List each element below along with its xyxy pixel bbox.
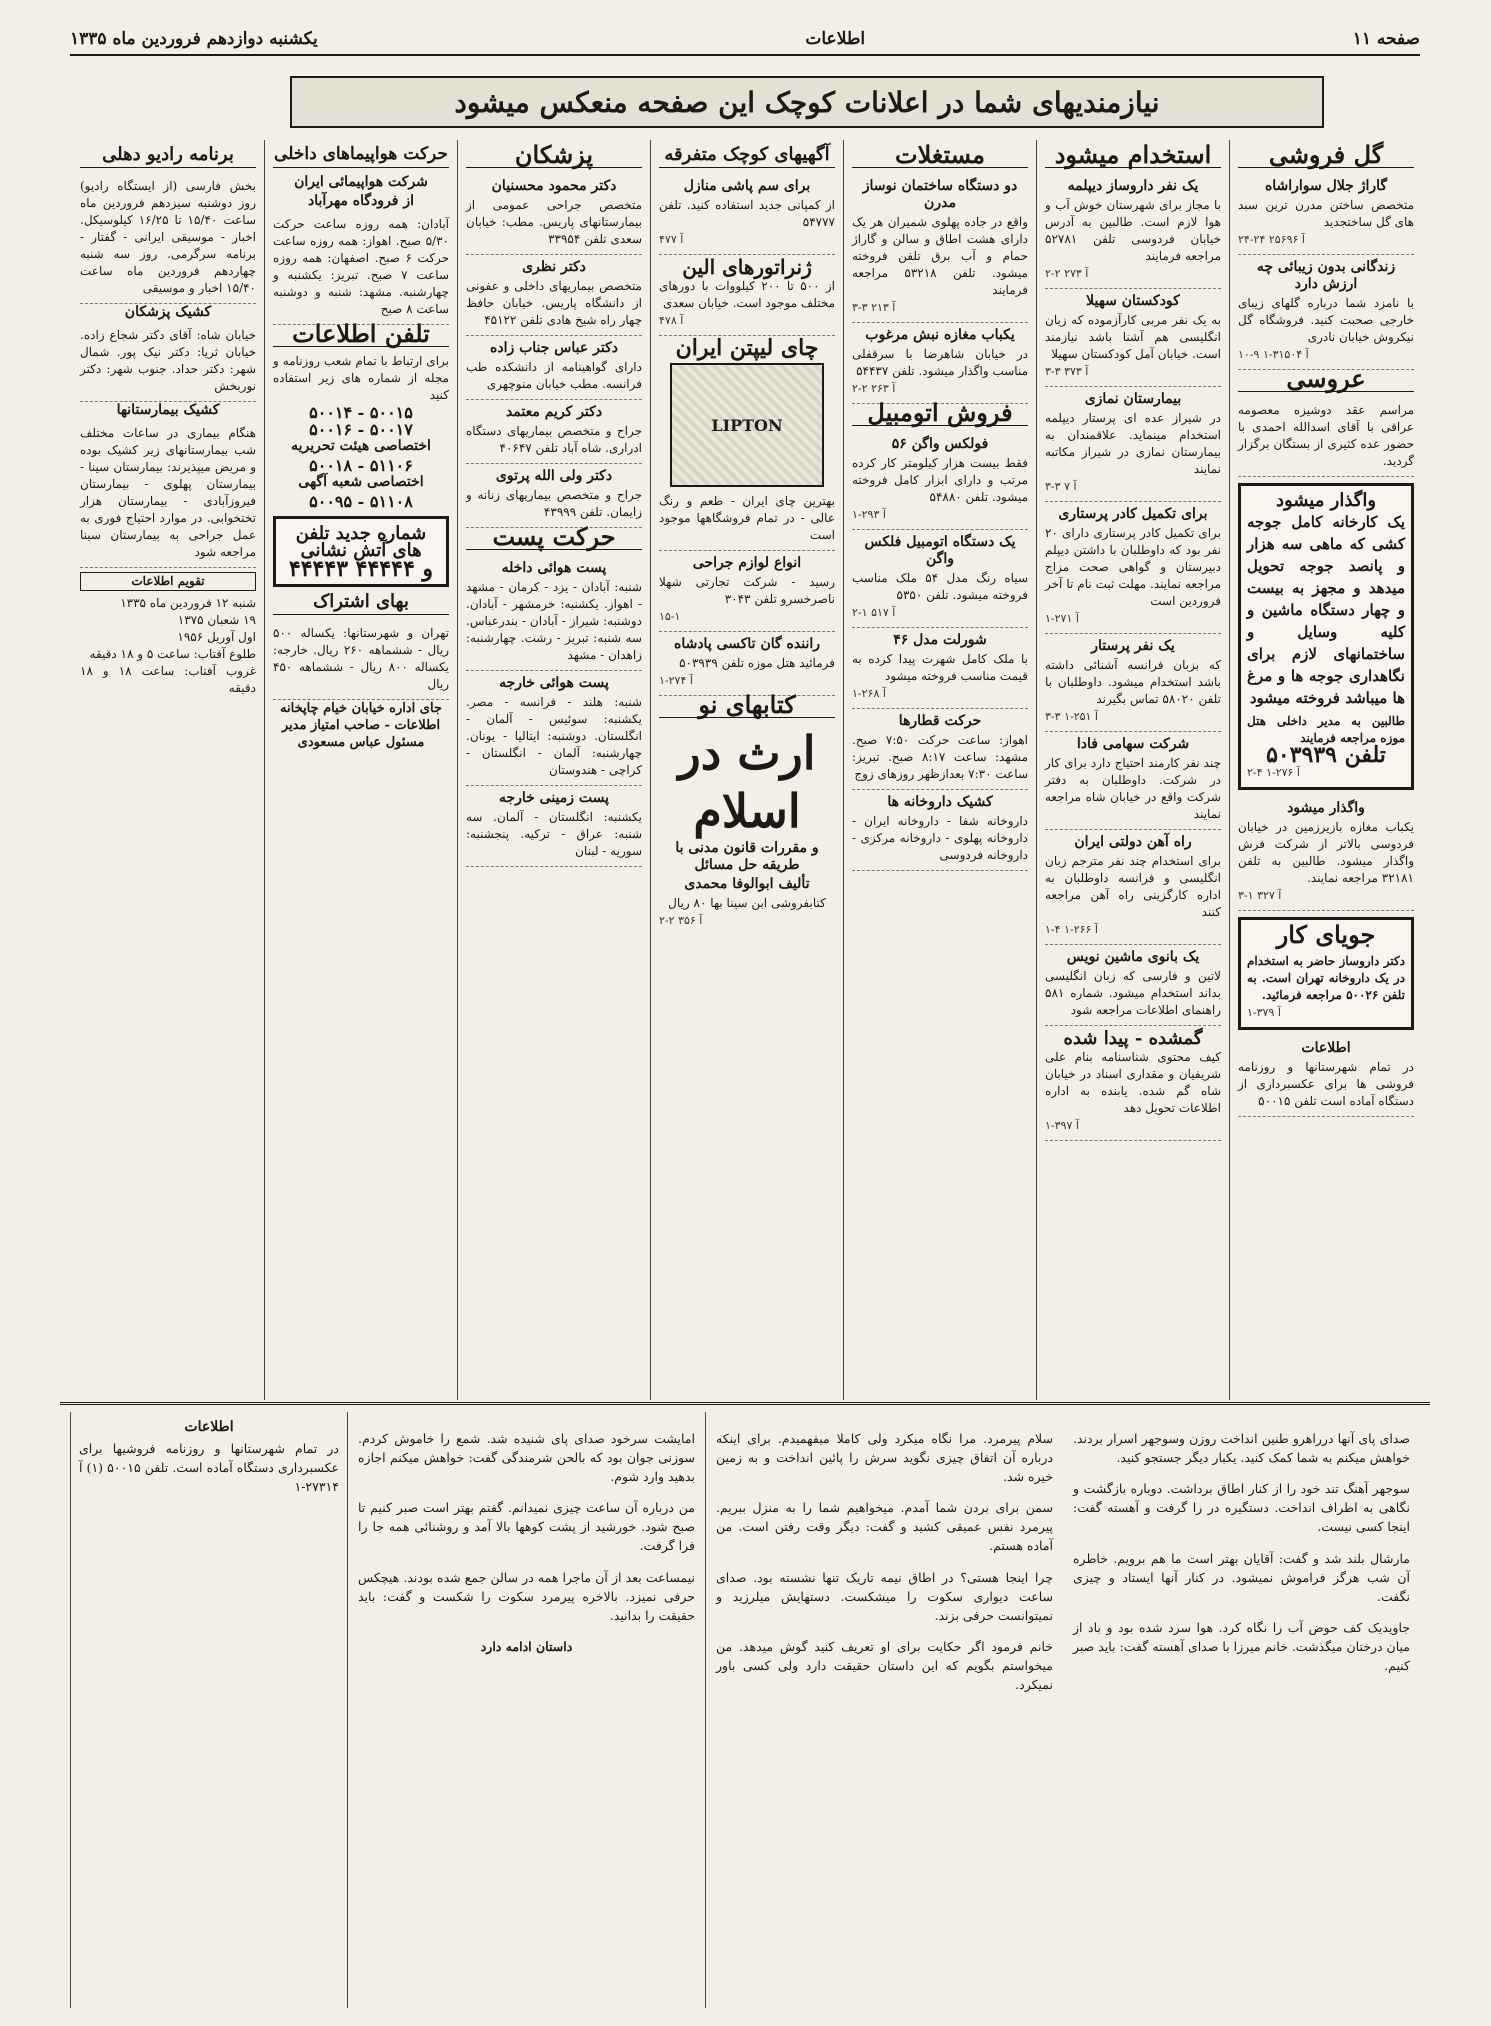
publisher-note: جای اداره خیابان خیام چاپخانه اطلاعات - صاحب امتیاز مدیر مسئول عباس مسعودی [280,701,442,750]
classified-ad [1045,1026,1221,1141]
book-subtitle: و مقررات قانون مدنی با طریقه حل مسائل [675,840,819,873]
column-title: مستغلات [852,146,1028,168]
doctors-duty-title: کشیک پزشکان [124,304,212,320]
book-ad [659,724,835,929]
classified-ad [659,255,835,336]
column-title: گل فروشی [1238,146,1414,168]
ad-body: سیاه رنگ مدل ۵۴ ملک مناسب فروخته میشود. تلفن ۵۳۵۰ [852,571,1028,602]
classified-ad [1238,174,1414,255]
column-doctors [457,140,650,1400]
ad-heading: زندگانی بدون زیبائی چه ارزش دارد [1256,259,1396,292]
phone-intro: برای ارتباط با تمام شعب روزنامه و مجله از شماره های زیر استفاده کنید [273,354,449,402]
ad-body: رسید - شرکت تجارتی شهلا ناصرخسرو تلفن ۳۰۴۳ [659,575,835,606]
phone-number: ۵۰۰۱۸ - ۵۱۱۰۶ [309,456,413,475]
ad-heading: انواع لوازم جراحی [692,555,802,571]
ad-heading: شرکت سهامی فادا [1076,736,1190,752]
calendar-line: شنبه ۱۲ فروردین ماه ۱۳۳۵ [120,596,256,610]
ad-heading: بیمارستان نمازی [1084,391,1182,407]
serial-paragraph: صدای پای آنها درراهرو طنین انداخت روزن وسوجهر اسرار بردند. خواهش میکنم به شما کمک کنید. یکبار دیگر جستجو کنید. [1073,1430,1410,1465]
classified-ad [1045,732,1221,830]
serial-continued: داستان ادامه دارد [480,1639,573,1654]
ad-heading: راننده گان تاکسی پادشاه [673,636,820,652]
ad-code: آ ۳۵۶ ۲-۲ [659,914,703,927]
column-title: برنامه رادیو دهلی [80,146,256,168]
tea-brand: چای لیپتن ایران [675,335,819,361]
ad-body: دارای گواهینامه از دانشکده طب فرانسه. مطب خیابان منوچهری [466,360,642,391]
ad-heading: گمشده - پیدا شده [1063,1028,1203,1049]
ad-body: با ملک کامل شهرت پیدا کرده به قیمت مناسب فروخته میشود [852,652,1028,683]
ad-body: با مجاز برای شهرستان خوش آب و هوا لازم است. طالبین به آدرس خیابان فردوسی تلفن ۵۲۷۸۱ مراجعه فرمایند [1045,198,1221,263]
tea-advertisement [659,336,835,551]
column-radio [72,140,264,1400]
ad-heading: برای تکمیل کادر پرستاری [1058,506,1208,522]
ad-body: برای تکمیل کادر پرستاری دارای ۲۰ نفر بود که داوطلبان با داشتن دیپلم دبیرستان و گواهی صحت مزاج مراجعه نمایند. مهلت ثبت نام تا آخر فروردین است [1045,526,1221,608]
post-schedule [466,671,642,786]
phone-number: ۵۰۰۱۴ - ۵۰۰۱۵ [309,403,413,422]
ad-code: آ ۲۶۶-۱ ۴-۱ [1045,923,1098,936]
serial-column [705,1412,1063,2008]
ad-heading: واگذار میشود [1275,490,1377,511]
ad-body: در تمام شهرستانها و روزنامه فروشی ها برای عکسبرداری از دستگاه آماده است تلفن ۵۰۰۱۵ [1238,1060,1414,1108]
job-seeking-title: جویای کار [1276,920,1376,949]
ad-heading: یک دستگاه اتومبیل فلکس واگن [864,534,1016,567]
headline-banner: نیازمندیهای شما در اعلانات کوچک این صفحه منعکس میشود [290,76,1324,128]
hospitals-duty: هنگام بیماری در ساعات مختلف شب بیمارستانهای زیر کشیک بوده و مریض میپذیرند: بیمارستان سینا - بیمارستان پهلوی - بیمارستان فیروزآبادی - بیمارستان هزار تختخوابی. در موارد احتیاج فوری به عمل جراحی به بیمارستان سینا مراجعه شود [80,421,256,568]
serial-paragraph: سوجهر آهنگ تند خود را از کنار اطاق برداشت. دوباره بازگشت و نگاهی به اطراف انداخت. دستگیره در را گرفت و آهسته گفت: اینجا کسی نیست. [1073,1481,1410,1534]
ad-body: واقع در جاده پهلوی شمیران هر یک دارای هشت اطاق و سالن و گاراژ حمام و آب برق تلفن فروخته میشود. تلفن ۵۳۲۱۸ مراجعه فرمایند [852,215,1028,297]
classified-ad [1045,387,1221,502]
ad-code: آ ۳۷۳ ۳-۳ [1045,365,1089,378]
serial-paragraph: جاویدیک کف حوض آب را نگاه کرد. هوا سرد شده بود و باد از میان درختان میگذشت. خانم میرزا با صدای آهسته گفت: باید صبر کنیم. [1073,1620,1410,1673]
tea-body: بهترین چای ایران - طعم و رنگ عالی - در تمام فروشگاهها موجود است [659,494,835,542]
ad-body: متخصص جراحی عمومی از بیمارستانهای پاریس. مطب: خیابان سعدی تلفن ۳۳۹۵۴ [466,198,642,246]
masthead [70,28,1420,56]
ad-heading: واگذار میشود [1287,800,1365,816]
ad-code: آ ۳۹۷-۱ [1045,1119,1079,1132]
ad-heading: پست هوائی داخله [501,560,607,576]
ad-body: شنبه: آبادان - یزد - کرمان - مشهد - اهواز. یکشنبه: خرمشهر - آبادان. دوشنبه: شیراز - آبادان - بندرعباس. سه شنبه: تبریز - رشت. چهارشنبه: زاهدان - مشهد [466,580,642,662]
section-divider [60,1402,1430,1405]
serial-story [70,1412,1420,2008]
doctor-listing [466,255,642,336]
classified-ad [852,628,1028,709]
classified-ad [1238,255,1414,370]
ad-body: لاتین و فارسی که زبان انگلیسی بداند استخدام میشود. شماره ۵۸۱ راهنمای اطلاعات مراجعه شود [1045,969,1221,1017]
serial-paragraph: سلام پیرمرد. مرا نگاه میکرد ولی کاملا میفهمیدم. برای اینکه درباره آن اتفاق چیزی نگوید سرش را پائین انداخت و به زمین خیره شد. [716,1430,1053,1484]
ad-phone: تلفن ۵۰۳۹۳۹ [1266,742,1386,768]
airline-name: شرکت هواپیمائی ایران [294,174,428,190]
column-title: آگهیهای کوچک متفرقه [659,146,835,168]
ad-body: در خیابان شاهرضا با سرقفلی مناسب واگذار میشود. تلفن ۵۴۴۳۷ [852,347,1028,378]
ad-heading: برای سم پاشی منازل [683,178,811,194]
cars-section-title: فروش اتومبیل [852,404,1028,426]
tea-can-image [670,363,824,487]
ad-code: آ ۳۲۷ ۱-۳ [1238,889,1282,902]
pharmacy-duty [852,790,1028,871]
column-title: پزشکان [466,146,642,168]
ad-body: داروخانه شفا - داروخانه ایران - داروخانه پهلوی - داروخانه مرکزی - داروخانه فردوسی [852,814,1028,862]
classified-ad [1045,502,1221,634]
ad-heading: دکتر نظری [522,259,586,275]
tea-can-label: LIPTON [711,415,783,435]
radio-program: بخش فارسی (از ایستگاه رادیو) روز دوشنبه سیزدهم فروردین ماه ساعت ۱۵/۴۰ تا ۱۶/۲۵ کیلوسیکل. اخبار - موسیقی ایرانی - گفتار - برنامه سرگرمی. روز سه شنبه چهاردهم فروردین ماه ساعت ۱۵/۴۰ اخبار و موسیقی [80,174,256,304]
ad-body: که بزبان فرانسه آشنائی داشته باشد استخدام میشود. داوطلبان با تلفن ۵۸۰۲۰ تماس بگیرند [1045,658,1221,706]
classified-ad [659,551,835,632]
ad-body: متخصص بیماریهای داخلی و عفونی از دانشگاه پاریس. خیابان حافظ چهار راه شیخ هادی تلفن ۴۵۱۲۲ [466,279,642,327]
date-line: یکشنبه دوازدهم فروردین ماه ۱۳۳۵ [70,29,318,49]
serial-column [347,1412,705,2008]
serial-side-notice [70,1412,347,2008]
classified-ad [1238,796,1414,911]
column-real-estate [843,140,1036,1400]
serial-paragraph: امایشت سرخود صدای پای شنیده شد. شمع را خاموش کردم. سوزنی جوان بود که بالحن شرمندگی گفت: خواهش میکنم اجازه بدهید وارد شوم. [358,1430,695,1484]
classified-ad [1045,289,1221,387]
ad-code: آ ۲۶۳ ۲-۲ [852,382,896,395]
ads-phone-title: اختصاصی شعبه آگهی [298,474,424,490]
doctor-listing [466,464,642,528]
classified-ad [852,323,1028,404]
ad-body: به یک نفر مربی کارآزموده که زبان انگلیسی هم آشنا باشد نیازمند است. خیابان آمل کودکستان سهیلا [1045,313,1221,361]
column-title: استخدام میشود [1045,146,1221,168]
hospitals-duty-title: کشیک بیمارستانها [116,402,220,418]
ad-heading: دکتر کریم معتمد [505,404,603,420]
editorial-phone-title: اختصاصی هیئت تحریریه [291,438,431,454]
ad-code: آ ۲۷۴-۱ [659,674,693,687]
calendar-line: ۱۹ شعبان ۱۳۷۵ [177,613,256,627]
phone-number: ۴۴۴۴۳ و ۴۴۴۴۴ [288,556,434,582]
classified-ad [1045,634,1221,732]
column-flights [264,140,457,1400]
ad-heading: یکباب مغازه نبش مرغوب [865,327,1015,343]
serial-paragraph: نیمساعت بعد از آن ماجرا همه در سالن جمع شده بودند. هیچکس حرفی نمیزد. بالاخره پیرمرد سکوت را شکست و گفت: باید حقیقت را بدانید. [358,1569,695,1623]
ad-heading: شورلت مدل ۴۶ [893,632,987,648]
flight-schedule: آبادان: همه روزه ساعت حرکت ۵/۳۰ صبح. اهواز: همه روزه ساعت حرکت ۶ صبح. اصفهان: همه روزه ساعت ۷ صبح. تبریز: یکشنبه و چهارشنبه. مشهد: شنبه و دوشنبه ساعت ۸ صبح [273,212,449,325]
paper-name: اطلاعات [805,29,866,49]
classified-ad [1045,174,1221,289]
serial-column [1063,1412,1420,2008]
ad-code: آ ۲۵۶۹۶ ۲۴-۲۴ [1238,233,1305,246]
subscription-rates: تهران و شهرستانها: یکساله ۵۰۰ ریال - ششماهه ۲۶۰ ریال. خارجه: یکساله ۸۰۰ ریال - ششماهه ۴۵۰ ریال [273,621,449,700]
airport-label: از فرودگاه مهرآباد [307,193,415,209]
info-notice [1238,1036,1414,1117]
ad-code: ۱۰-۹ آ ۳۱۵۰۴-۱ [1238,348,1309,361]
phone-section-title: تلفن اطلاعات [273,325,449,347]
classified-ad [852,432,1028,530]
book-title: ارث در اسلام [678,726,816,838]
train-schedule [852,709,1028,790]
classified-ad [852,530,1028,628]
fire-phone-box [273,516,449,587]
column-title: حرکت هواپیماهای داخلی [273,146,449,168]
ad-heading: دکتر عباس جناب زاده [490,340,618,356]
post-schedule [466,786,642,867]
ad-body: با نامزد شما درباره گلهای زیبای خارجی صحبت کنید. فروشگاه گل نیکروش خیابان نادری [1238,296,1414,344]
subscription-title: بهای اشتراک [273,593,449,615]
doctor-listing [466,174,642,255]
post-section-title: حرکت پست [466,528,642,550]
ad-body: یکشنبه: انگلستان - آلمان. سه شنبه: عراق - ترکیه. پنجشنبه: سوریه - لبنان [466,810,642,858]
ad-code: آ ۵۱۷ ۱-۲ [852,606,896,619]
ad-body: شنبه: هلند - فرانسه - مصر. یکشنبه: سوئیس - آلمان - انگلستان. دوشنبه: ایتالیا - یونان. چهارشنبه: آلمان - انگلستان - کراچی - هندوستان [466,695,642,777]
ad-heading: گاراژ جلال سواراشاه [1264,178,1388,194]
doctor-listing [466,400,642,464]
job-seeking-box [1238,917,1414,1030]
ad-heading: دکتر محمود محسنیان [491,178,617,194]
ad-code: آ ۲۵۱-۱ ۳-۳ [1045,710,1098,723]
ad-heading: پست زمینی خارجه [498,790,610,806]
book-price: کتابفروشی ابن سینا بها ۸۰ ریال [668,896,826,910]
ad-code: ۱۵-۱ [659,610,681,623]
ad-code: آ ۲۷۶-۱ ۴-۲ [1247,766,1300,779]
ad-code: آ ۲۹۳-۱ [852,508,886,521]
column-employment [1036,140,1229,1400]
doctors-duty: خیابان شاه: آقای دکتر شجاع زاده. خیابان ثریا: دکتر نیک پور. شمال شهر: دکتر حداد. جنوب شهر: دکتر نوربخش [80,323,256,402]
ad-heading: اطلاعات [184,1419,234,1435]
serial-paragraph: چرا اینجا هستی؟ در اطاق نیمه تاریک تنها نشسته بود. صدای ساعت دیواری سکوت را میشکست. دستهایش میلرزید و نمیتوانست حرفی بزند. [716,1569,1053,1623]
ad-heading: شماره جدید تلفن های آتش نشانی [295,523,427,561]
ad-body: جراح و متخصص بیماریهای زنانه و زایمان. تلفن ۴۳۹۹۹ [466,488,642,519]
ad-heading: اطلاعات [1301,1040,1351,1056]
ad-heading: ژنراتورهای الین [682,255,812,279]
ad-body: اهواز: ساعت حرکت ۷:۵۰ صبح. مشهد: ساعت ۸:۱۷ صبح. تبریز: ساعت ۷:۳۰ بعدازظهر روزهای زوج [852,733,1028,781]
serial-paragraph: خانم فرمود اگر حکایت برای او تعریف کنید گوش میدهد. من میخواستم بگویم که این داستان حقیقت دارد ولی کسی باور نمیکرد. [716,1639,1053,1692]
serial-paragraph: مارشال بلند شد و گفت: آقایان بهتر است ما هم برویم. خاطره آن شب هرگز فراموش نمیشود. در کنار آنها ایستاد و چیزی نگفت. [1073,1550,1410,1604]
ad-body: از ۵۰۰ تا ۲۰۰ کیلووات با دورهای مختلف موجود است. خیابان سعدی [659,279,835,310]
doctor-listing [466,336,642,400]
ad-body: چند نفر کارمند احتیاج دارد برای کار در شرکت. داوطلبان به دفتر شرکت واقع در خیابان شاه مراجعه نمایند [1045,756,1221,821]
calendar-line: غروب آفتاب: ساعت ۱۸ و ۱۸ دقیقه [80,664,256,695]
ad-heading: پست هوائی خارجه [499,675,609,691]
ad-code: آ ۲۶۸-۱ [852,687,886,700]
ad-body: کیف محتوی شناسنامه بنام علی شریفیان و مقداری اسناد در خیابان شاه گم شده. یابنده به اداره اطلاعات تحویل دهد [1045,1050,1221,1115]
ad-code: آ ۳۷۹-۱ [1247,1006,1281,1019]
ad-body: یک کارخانه کامل جوجه کشی که ماهی سه هزار و پانصد جوجه تحویل میدهد و مجهز به بیست و چهار دستگاه ماشین و کلیه وسایل و ساختمانهای لازم برای نگاهداری جوجه ها و مرغ ها میباشد فروخته میشود [1247,513,1405,707]
ad-heading: فولکس واگن ۵۶ [891,436,989,452]
boxed-ad-hatchery [1238,483,1414,790]
ad-code: آ ۲۷۱-۱ [1045,612,1079,625]
classified-columns [72,140,1422,1400]
ad-code: آ ۴۷۷ [659,233,684,246]
classified-ad [1045,945,1221,1026]
phone-number: ۵۰۰۱۶ - ۵۰۰۱۷ [309,420,413,439]
calendar-line: طلوع آفتاب: ساعت ۵ و ۱۸ دقیقه [89,647,256,661]
ad-body: جراح و متخصص بیماریهای دستگاه ادراری. شاه آباد تلفن ۴۰۶۴۷ [466,424,642,455]
calendar-line: اول آوریل ۱۹۵۶ [177,630,256,644]
page-number: صفحه ۱۱ [1352,29,1420,49]
ad-heading: دکتر ولی الله پرتوی [495,468,613,484]
column-flower-sales [1229,140,1422,1400]
classified-ad [659,174,835,255]
ad-heading: کشیک داروخانه ها [887,794,993,810]
column-misc-ads [650,140,843,1400]
ad-heading: یک نفر داروساز دیپلمه [1067,178,1199,194]
calendar-title: تقویم اطلاعات [80,572,256,591]
ad-code: آ ۷ ۳-۳ [1045,480,1077,493]
ad-body: یکباب مغازه بازیرزمین در خیابان فردوسی بالاتر از شرکت فرش واگذار میشود. طالبین به تلفن ۳۲۱۸۱ مراجعه نمایند. [1238,820,1414,885]
books-section-title: کتابهای نو [659,696,835,718]
ad-code: آ ۲۷۳ ۲-۲ [1045,267,1089,280]
classified-ad [852,174,1028,323]
ad-body: برای استخدام چند نفر مترجم زبان انگلیسی و فرانسه داوطلبان به اداره کارگزینی راه آهن مراجعه کنند [1045,854,1221,919]
serial-paragraph: من درباره آن ساعت چیزی نمیدانم. گفتم بهتر است صبر کنیم تا صبح شود. خورشید از پشت کوهها بالا آمد و روشنائی همه جا را فرا گرفت. [358,1500,695,1553]
ad-body: فرمائید هتل موزه تلفن ۵۰۳۹۳۹ [679,656,835,670]
post-schedule [466,556,642,671]
ad-body: در شیراز عده ای پرستار دیپلمه استخدام مینماید. علاقمندان به بیمارستان نمازی در شیراز مکاتبه نمایند [1045,411,1221,476]
ad-body: دکتر داروساز حاضر به استخدام در یک داروخانه تهران است. به تلفن ۵۰۰۲۶ مراجعه فرمائید. [1247,954,1405,1002]
ad-code: آ ۲۱۳ ۳-۳ [852,301,896,314]
ad-contact: طالبین به مدیر داخلی هتل موزه مراجعه فرمایند [1247,714,1405,745]
wedding-notice: مراسم عقد دوشیزه معصومه عراقی با آقای اسدالله احمدی با حضور عده کثیری از بستگان برگزار گردید. [1238,398,1414,477]
classified-ad [1045,830,1221,945]
ad-heading: یک بانوی ماشین نویس [1066,949,1200,965]
ad-heading: کودکستان سهیلا [1086,293,1180,309]
classified-ad [659,632,835,696]
ad-body: از کمپانی جدید استفاده کنید. تلفن ۵۴۷۷۷ [659,198,835,229]
ad-code: آ ۴۷۸ [659,314,684,327]
ad-heading: راه آهن دولتی ایران [1074,834,1192,850]
ad-heading: حرکت قطارها [898,713,982,729]
serial-paragraph: سمن برای بردن شما آمدم. میخواهیم شما را به منزل ببریم. پیرمرد نفس عمیقی کشید و گفت: دیگر وقت رفتن است. من آماده هستم. [716,1500,1053,1553]
ad-body: متخصص ساختن مدرن ترین سبد های گل ساختجدید [1238,198,1414,229]
ad-heading: دو دستگاه ساختمان نوساز مدرن [862,178,1018,211]
phone-number: ۵۰۰۹۵ - ۵۱۱۰۸ [309,492,413,511]
book-author: تألیف ابوالوفا محمدی [684,876,810,892]
ad-body: فقط بیست هزار کیلومتر کار کرده مرتب و دارای ابزار کامل فروخته میشود. تلفن ۵۴۸۸۰ [852,456,1028,504]
wedding-title: عروسی [1238,370,1414,392]
ad-heading: یک نفر پرستار [1091,638,1175,654]
ad-body: در تمام شهرستانها و روزنامه فروشیها برای عکسبرداری دستگاه آماده است. تلفن ۵۰۰۱۵ (۱) آ ۲۷۳۱۴-۱ [79,1441,339,1494]
